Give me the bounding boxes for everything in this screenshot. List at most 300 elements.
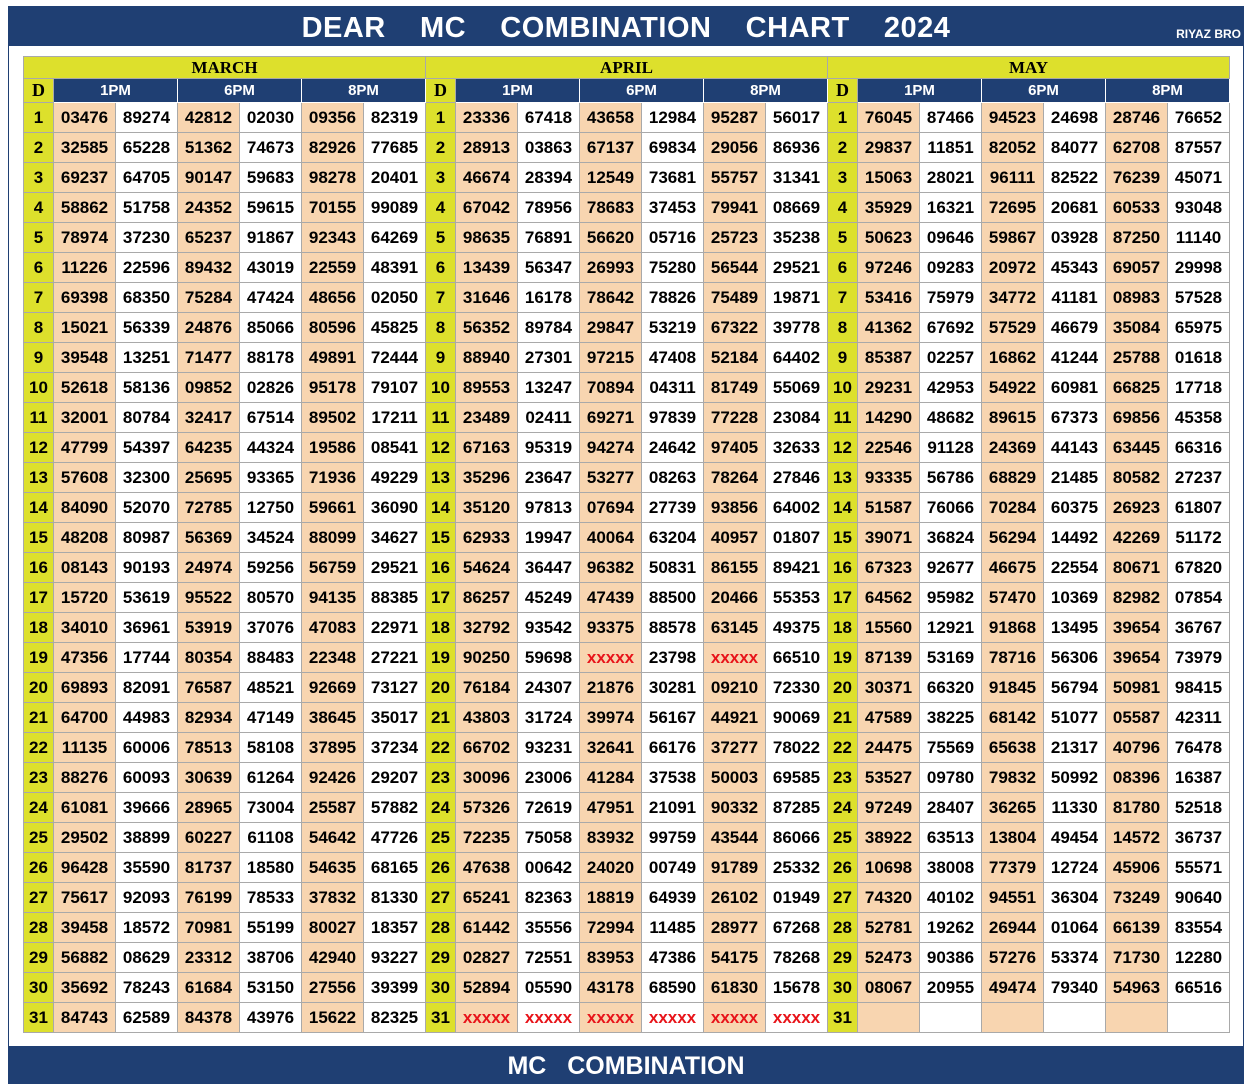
result-cell: 86936	[766, 133, 828, 163]
result-cell: 53219	[642, 313, 704, 343]
result-cell: 53619	[116, 583, 178, 613]
result-cell: 11226	[54, 253, 116, 283]
result-cell: 15560	[858, 613, 920, 643]
result-cell: 05587	[1106, 703, 1168, 733]
day-number-cell: 18	[24, 613, 54, 643]
result-cell: 68350	[116, 283, 178, 313]
result-cell: 09283	[920, 253, 982, 283]
result-cell: 97246	[858, 253, 920, 283]
result-cell: 45343	[1044, 253, 1106, 283]
result-cell: 30639	[178, 763, 240, 793]
table-row	[24, 943, 1230, 973]
result-cell: 89553	[456, 373, 518, 403]
result-cell: 52781	[858, 913, 920, 943]
result-cell: 80570	[240, 583, 302, 613]
result-cell: 88578	[642, 613, 704, 643]
result-cell: 05716	[642, 223, 704, 253]
result-cell: 87285	[766, 793, 828, 823]
result-cell: 12724	[1044, 853, 1106, 883]
result-cell: 92426	[302, 763, 364, 793]
result-cell: 32641	[580, 733, 642, 763]
result-cell: 93365	[240, 463, 302, 493]
result-cell: 56352	[456, 313, 518, 343]
result-cell: 56306	[1044, 643, 1106, 673]
result-cell	[1106, 1003, 1168, 1033]
result-cell: 53150	[240, 973, 302, 1003]
result-cell: 57276	[982, 943, 1044, 973]
result-cell: 38706	[240, 943, 302, 973]
day-number-cell: 15	[426, 523, 456, 553]
result-cell: 97405	[704, 433, 766, 463]
result-cell: 72551	[518, 943, 580, 973]
result-cell: 26923	[1106, 493, 1168, 523]
result-cell: 39071	[858, 523, 920, 553]
table-row	[24, 133, 1230, 163]
result-cell: 01618	[1168, 343, 1230, 373]
result-cell: 61081	[54, 793, 116, 823]
month-name-april: APRIL	[426, 57, 828, 79]
day-number-cell: 25	[828, 823, 858, 853]
result-cell: 40102	[920, 883, 982, 913]
result-cell: 52618	[54, 373, 116, 403]
result-cell: 23084	[766, 403, 828, 433]
result-cell: 56794	[1044, 673, 1106, 703]
result-cell: 20972	[982, 253, 1044, 283]
result-cell: 56544	[704, 253, 766, 283]
day-number-cell: 24	[24, 793, 54, 823]
result-cell: 75489	[704, 283, 766, 313]
result-cell: 53527	[858, 763, 920, 793]
result-cell: 67373	[1044, 403, 1106, 433]
result-cell: 27739	[642, 493, 704, 523]
result-cell: 43658	[580, 103, 642, 133]
result-cell: 23006	[518, 763, 580, 793]
result-cell: 25723	[704, 223, 766, 253]
result-cell: 08263	[642, 463, 704, 493]
result-cell: 39548	[54, 343, 116, 373]
result-cell: 46674	[456, 163, 518, 193]
result-cell: 84090	[54, 493, 116, 523]
day-number-cell: 19	[24, 643, 54, 673]
result-cell: 04311	[642, 373, 704, 403]
result-cell: 13251	[116, 343, 178, 373]
result-cell: 56339	[116, 313, 178, 343]
result-cell: 59698	[518, 643, 580, 673]
day-number-cell: 2	[24, 133, 54, 163]
result-cell: 97839	[642, 403, 704, 433]
day-number-cell: 4	[426, 193, 456, 223]
result-cell: 85066	[240, 313, 302, 343]
result-cell: 09356	[302, 103, 364, 133]
result-cell: 67137	[580, 133, 642, 163]
result-cell: 10369	[1044, 583, 1106, 613]
result-cell: 02826	[240, 373, 302, 403]
result-cell: 77379	[982, 853, 1044, 883]
result-cell: 27221	[364, 643, 426, 673]
result-cell: 25788	[1106, 343, 1168, 373]
result-cell: 32792	[456, 613, 518, 643]
result-cell: 96428	[54, 853, 116, 883]
table-row	[24, 613, 1230, 643]
result-cell	[920, 1003, 982, 1033]
result-cell: 91789	[704, 853, 766, 883]
result-cell: 91845	[982, 673, 1044, 703]
day-number-cell: 13	[828, 463, 858, 493]
result-cell: 28746	[1106, 103, 1168, 133]
result-cell: 15720	[54, 583, 116, 613]
day-number-cell: 23	[426, 763, 456, 793]
result-cell: 45358	[1168, 403, 1230, 433]
result-cell: 70894	[580, 373, 642, 403]
result-cell: 19262	[920, 913, 982, 943]
result-cell: 29207	[364, 763, 426, 793]
result-cell: 81749	[704, 373, 766, 403]
day-number-cell: 15	[24, 523, 54, 553]
result-cell: 67042	[456, 193, 518, 223]
table-row	[24, 733, 1230, 763]
result-cell: 37895	[302, 733, 364, 763]
result-cell: 14492	[1044, 523, 1106, 553]
slot-header-8pm: 8PM	[1106, 79, 1230, 103]
result-cell: 97249	[858, 793, 920, 823]
day-number-cell: 7	[828, 283, 858, 313]
day-number-cell: 27	[426, 883, 456, 913]
day-number-cell: 16	[24, 553, 54, 583]
day-number-cell: 14	[426, 493, 456, 523]
day-number-cell: 17	[24, 583, 54, 613]
result-cell: 87466	[920, 103, 982, 133]
result-cell: 73127	[364, 673, 426, 703]
result-cell: 35590	[116, 853, 178, 883]
table-row	[24, 643, 1230, 673]
result-cell: 67268	[766, 913, 828, 943]
result-cell: 75569	[920, 733, 982, 763]
result-cell: 42940	[302, 943, 364, 973]
day-number-cell: 20	[828, 673, 858, 703]
day-number-cell: 7	[426, 283, 456, 313]
result-cell: 94274	[580, 433, 642, 463]
result-cell: 67163	[456, 433, 518, 463]
result-cell: 11851	[920, 133, 982, 163]
result-cell: 72235	[456, 823, 518, 853]
result-cell: 23312	[178, 943, 240, 973]
result-cell: 52473	[858, 943, 920, 973]
result-cell: 46679	[1044, 313, 1106, 343]
result-cell: 44143	[1044, 433, 1106, 463]
result-cell: 52070	[116, 493, 178, 523]
chart-title: DEAR MC COMBINATION CHART 2024	[301, 12, 951, 44]
day-number-cell: 18	[828, 613, 858, 643]
day-number-cell: 8	[24, 313, 54, 343]
day-number-cell: 24	[828, 793, 858, 823]
result-cell: 47951	[580, 793, 642, 823]
result-cell: 49375	[766, 613, 828, 643]
day-number-cell: 28	[828, 913, 858, 943]
day-number-cell: 5	[426, 223, 456, 253]
result-cell: 22554	[1044, 553, 1106, 583]
table-row	[24, 553, 1230, 583]
result-cell: 51362	[178, 133, 240, 163]
result-cell: 78243	[116, 973, 178, 1003]
table-row	[24, 823, 1230, 853]
result-cell: 41244	[1044, 343, 1106, 373]
result-cell: 64562	[858, 583, 920, 613]
result-cell: 47726	[364, 823, 426, 853]
day-number-cell: 6	[24, 253, 54, 283]
result-cell: 44983	[116, 703, 178, 733]
result-cell: 53374	[1044, 943, 1106, 973]
result-cell: 26993	[580, 253, 642, 283]
day-number-cell: 10	[426, 373, 456, 403]
result-cell: 55069	[766, 373, 828, 403]
table-row	[24, 253, 1230, 283]
result-cell: 34010	[54, 613, 116, 643]
day-number-cell: 20	[24, 673, 54, 703]
result-cell: 34772	[982, 283, 1044, 313]
day-number-cell: 25	[426, 823, 456, 853]
day-number-cell: 3	[426, 163, 456, 193]
result-cell: 56369	[178, 523, 240, 553]
result-cell: 16321	[920, 193, 982, 223]
result-cell: 61807	[1168, 493, 1230, 523]
table-row	[24, 853, 1230, 883]
result-cell: 93048	[1168, 193, 1230, 223]
result-cell: 87139	[858, 643, 920, 673]
result-cell: 76652	[1168, 103, 1230, 133]
result-cell: 43178	[580, 973, 642, 1003]
result-cell: 24475	[858, 733, 920, 763]
result-cell: 40064	[580, 523, 642, 553]
result-cell: 65638	[982, 733, 1044, 763]
result-cell: 57882	[364, 793, 426, 823]
result-cell: 36737	[1168, 823, 1230, 853]
result-cell: 48682	[920, 403, 982, 433]
result-cell: 07854	[1168, 583, 1230, 613]
result-cell: 17211	[364, 403, 426, 433]
result-cell: 54963	[1106, 973, 1168, 1003]
day-number-cell: 9	[24, 343, 54, 373]
result-cell: 26102	[704, 883, 766, 913]
result-cell: 07694	[580, 493, 642, 523]
result-cell: 69271	[580, 403, 642, 433]
day-number-cell: 17	[426, 583, 456, 613]
result-cell: 98635	[456, 223, 518, 253]
result-cell: 56882	[54, 943, 116, 973]
day-number-cell: 11	[828, 403, 858, 433]
result-cell: xxxxx	[704, 643, 766, 673]
result-cell: 86257	[456, 583, 518, 613]
result-cell: 76587	[178, 673, 240, 703]
result-cell: 82522	[1044, 163, 1106, 193]
result-cell: 55757	[704, 163, 766, 193]
result-cell: 72330	[766, 673, 828, 703]
result-cell: 49474	[982, 973, 1044, 1003]
day-number-cell: 13	[426, 463, 456, 493]
result-cell: 21091	[642, 793, 704, 823]
result-cell: 76239	[1106, 163, 1168, 193]
result-cell: 90386	[920, 943, 982, 973]
result-cell: 24020	[580, 853, 642, 883]
result-cell: 28021	[920, 163, 982, 193]
result-cell: 82363	[518, 883, 580, 913]
result-cell: 61684	[178, 973, 240, 1003]
result-cell: 64700	[54, 703, 116, 733]
result-cell: 12750	[240, 493, 302, 523]
day-number-cell: 16	[828, 553, 858, 583]
result-cell: 42953	[920, 373, 982, 403]
result-cell: 02030	[240, 103, 302, 133]
result-cell: 55353	[766, 583, 828, 613]
result-cell: 72785	[178, 493, 240, 523]
table-row	[24, 883, 1230, 913]
result-cell: 22971	[364, 613, 426, 643]
result-cell: 82934	[178, 703, 240, 733]
result-cell: 08983	[1106, 283, 1168, 313]
result-cell: 40796	[1106, 733, 1168, 763]
day-column-header: D	[426, 79, 456, 103]
result-cell: 52184	[704, 343, 766, 373]
result-cell: 57326	[456, 793, 518, 823]
result-cell: 76184	[456, 673, 518, 703]
day-number-cell: 1	[24, 103, 54, 133]
result-cell: 12549	[580, 163, 642, 193]
day-number-cell: 22	[426, 733, 456, 763]
result-cell: 45825	[364, 313, 426, 343]
result-cell: xxxxx	[456, 1003, 518, 1033]
result-cell: 32417	[178, 403, 240, 433]
result-cell: 21317	[1044, 733, 1106, 763]
day-number-cell: 1	[828, 103, 858, 133]
result-cell: 38008	[920, 853, 982, 883]
result-cell: 41362	[858, 313, 920, 343]
result-cell: 34627	[364, 523, 426, 553]
day-number-cell: 16	[426, 553, 456, 583]
result-cell: 26944	[982, 913, 1044, 943]
result-cell: 02827	[456, 943, 518, 973]
result-cell: 28394	[518, 163, 580, 193]
result-cell: 39458	[54, 913, 116, 943]
result-cell: 17718	[1168, 373, 1230, 403]
result-cell: 64269	[364, 223, 426, 253]
day-number-cell: 30	[426, 973, 456, 1003]
day-number-cell: 13	[24, 463, 54, 493]
result-cell: 37277	[704, 733, 766, 763]
day-number-cell: 4	[828, 193, 858, 223]
result-cell: 35296	[456, 463, 518, 493]
day-number-cell: 31	[24, 1003, 54, 1033]
result-cell: 65237	[178, 223, 240, 253]
result-cell: 51172	[1168, 523, 1230, 553]
day-number-cell: 26	[24, 853, 54, 883]
result-cell: 36304	[1044, 883, 1106, 913]
result-cell: 14572	[1106, 823, 1168, 853]
table-row	[24, 193, 1230, 223]
result-cell: 45249	[518, 583, 580, 613]
result-cell: 42812	[178, 103, 240, 133]
day-number-cell: 10	[24, 373, 54, 403]
result-cell: 19871	[766, 283, 828, 313]
day-number-cell: 19	[426, 643, 456, 673]
result-cell: 74673	[240, 133, 302, 163]
result-cell: 19586	[302, 433, 364, 463]
result-cell: 50831	[642, 553, 704, 583]
result-cell: 22596	[116, 253, 178, 283]
result-cell: 39974	[580, 703, 642, 733]
result-cell: 91867	[240, 223, 302, 253]
result-cell: 20401	[364, 163, 426, 193]
title-bar	[9, 7, 1243, 46]
result-cell: 18580	[240, 853, 302, 883]
result-cell: xxxxx	[580, 643, 642, 673]
result-cell: 68590	[642, 973, 704, 1003]
result-cell: 22348	[302, 643, 364, 673]
result-cell: 12921	[920, 613, 982, 643]
day-number-cell: 25	[24, 823, 54, 853]
result-cell: 67322	[704, 313, 766, 343]
day-number-cell: 4	[24, 193, 54, 223]
result-cell: 41181	[1044, 283, 1106, 313]
result-cell: 98415	[1168, 673, 1230, 703]
result-cell: 35556	[518, 913, 580, 943]
result-cell: 31646	[456, 283, 518, 313]
day-number-cell: 19	[828, 643, 858, 673]
result-cell: 25695	[178, 463, 240, 493]
result-cell: 27556	[302, 973, 364, 1003]
result-cell: 24974	[178, 553, 240, 583]
result-cell: 69893	[54, 673, 116, 703]
result-cell	[1044, 1003, 1106, 1033]
result-cell: 98278	[302, 163, 364, 193]
result-cell: 21485	[1044, 463, 1106, 493]
day-number-cell: 12	[24, 433, 54, 463]
result-cell: 93542	[518, 613, 580, 643]
table-row	[24, 703, 1230, 733]
result-cell: xxxxx	[766, 1003, 828, 1033]
result-cell: 36767	[1168, 613, 1230, 643]
result-cell: 69585	[766, 763, 828, 793]
result-cell: 84077	[1044, 133, 1106, 163]
result-cell: 35084	[1106, 313, 1168, 343]
result-cell	[858, 1003, 920, 1033]
month-name-may: MAY	[828, 57, 1230, 79]
day-number-cell: 23	[24, 763, 54, 793]
result-cell: 36824	[920, 523, 982, 553]
result-cell: 03863	[518, 133, 580, 163]
result-cell: 37230	[116, 223, 178, 253]
day-number-cell: 6	[426, 253, 456, 283]
result-cell: 30096	[456, 763, 518, 793]
result-cell: 57608	[54, 463, 116, 493]
result-cell: 24369	[982, 433, 1044, 463]
result-cell: 22546	[858, 433, 920, 463]
result-cell: 03476	[54, 103, 116, 133]
result-cell: 37832	[302, 883, 364, 913]
result-cell: 19947	[518, 523, 580, 553]
result-cell: 84378	[178, 1003, 240, 1033]
result-cell: 78533	[240, 883, 302, 913]
day-number-cell: 3	[828, 163, 858, 193]
result-cell: 54397	[116, 433, 178, 463]
day-number-cell: 14	[24, 493, 54, 523]
result-cell: 80354	[178, 643, 240, 673]
result-cell: 68165	[364, 853, 426, 883]
day-number-cell: 29	[24, 943, 54, 973]
result-cell: 77228	[704, 403, 766, 433]
result-cell: 66139	[1106, 913, 1168, 943]
result-cell: 00749	[642, 853, 704, 883]
result-cell: 54922	[982, 373, 1044, 403]
result-cell: 37538	[642, 763, 704, 793]
